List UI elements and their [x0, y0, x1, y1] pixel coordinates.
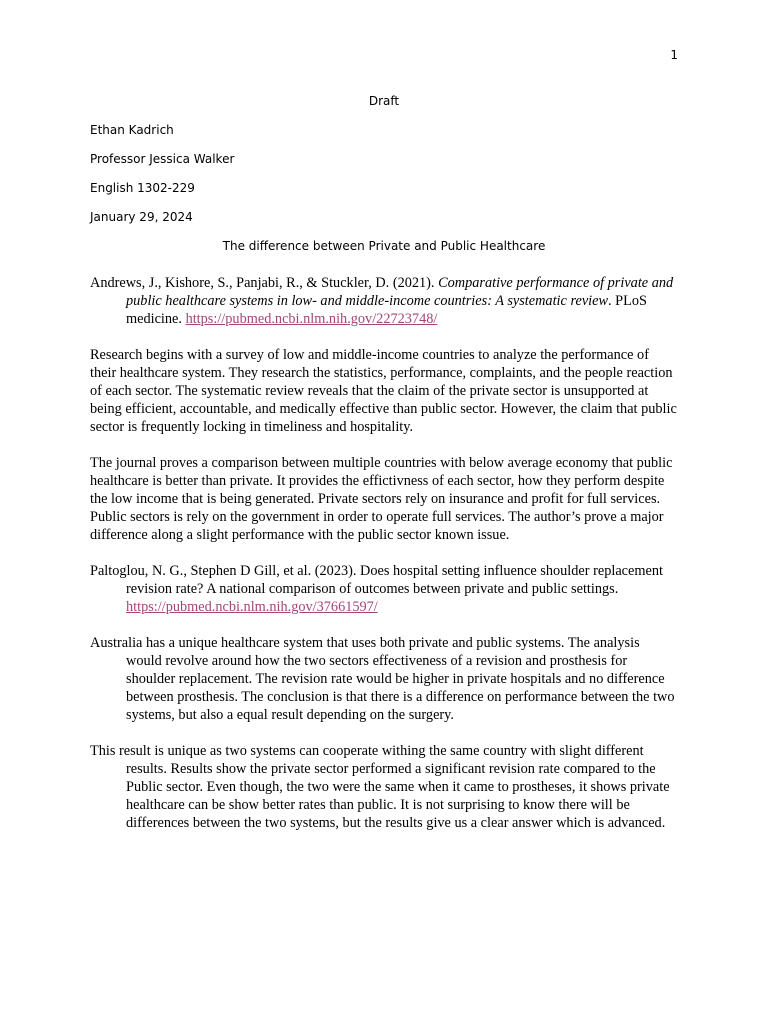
citation-andrews: [90, 274, 678, 328]
citation-paltoglou: [90, 562, 678, 616]
citation-text: Paltoglou, N. G., Stephen D Gill, et al. (2023). Does hospital setting influence shoulder replacement revision rate? A national comparison of outcomes between private and public settings.: [90, 563, 663, 597]
professor-name: Professor Jessica Walker: [90, 152, 235, 166]
document-title: The difference between Private and Public Healthcare: [222, 239, 546, 253]
citation-link[interactable]: https://pubmed.ncbi.nlm.nih.gov/37661597/: [126, 599, 378, 615]
summary-paragraph-4: This result is unique as two systems can cooperate withing the same country with slight different results. Results show the private sector performed a significant revision rate compared to the Public sector. Even though, the two were the same when it came to prostheses, it shows private healthcare can be show better rates than public. It is not surprising to know there will be differences between the two systems, but the results give us a clear answer which is advanced.: [90, 743, 670, 831]
citation-journal: . PLoS medicine.: [126, 293, 647, 327]
summary-paragraph-2: The journal proves a comparison between multiple countries with below average economy that public healthcare is better than private. It provides the effictivness of each sector, how they perform despite the low income that is being generated. Private sectors rely on insurance and profit for full services. Public sectors is rely on the government in order to operate full services. The author’s prove a major difference along a slight performance with the public sector known issue.: [90, 455, 673, 543]
document-header: [90, 93, 678, 267]
draft-label: Draft: [368, 94, 400, 108]
summary-paragraph-3: Australia has a unique healthcare system that uses both private and public systems. The analysis would revolve around how the two sectors effectiveness of a revision and prosthesis for shoulder replacement. The revision rate would be higher in private hospitals and no difference between prosthesis. The conclusion is that there is a difference on performance between the two systems, but also a equal result depending on the surgery.: [90, 635, 675, 723]
document-body: [90, 274, 678, 850]
summary-paragraph-1: Research begins with a survey of low and middle-income countries to analyze the performance of their healthcare system. They research the statistics, performance, complaints, and the people reaction of each sector. The systematic review reveals that the claim of the private sector is unsupported at being efficient, accountable, and medically effective than public sector. However, the claim that public sector is frequently locking in timeliness and hospitality.: [90, 347, 677, 435]
course-name: English 1302-229: [90, 181, 195, 195]
document-date: January 29, 2024: [90, 210, 193, 224]
citation-title: Comparative performance of private and public healthcare systems in low- and middle-income countries: A systematic review: [126, 275, 674, 309]
author-name: Ethan Kadrich: [90, 123, 174, 137]
citation-link[interactable]: https://pubmed.ncbi.nlm.nih.gov/22723748/: [185, 311, 438, 327]
citation-authors: Andrews, J., Kishore, S., Panjabi, R., & Stuckler, D. (2021).: [90, 275, 439, 291]
page-number: 1: [670, 48, 678, 62]
